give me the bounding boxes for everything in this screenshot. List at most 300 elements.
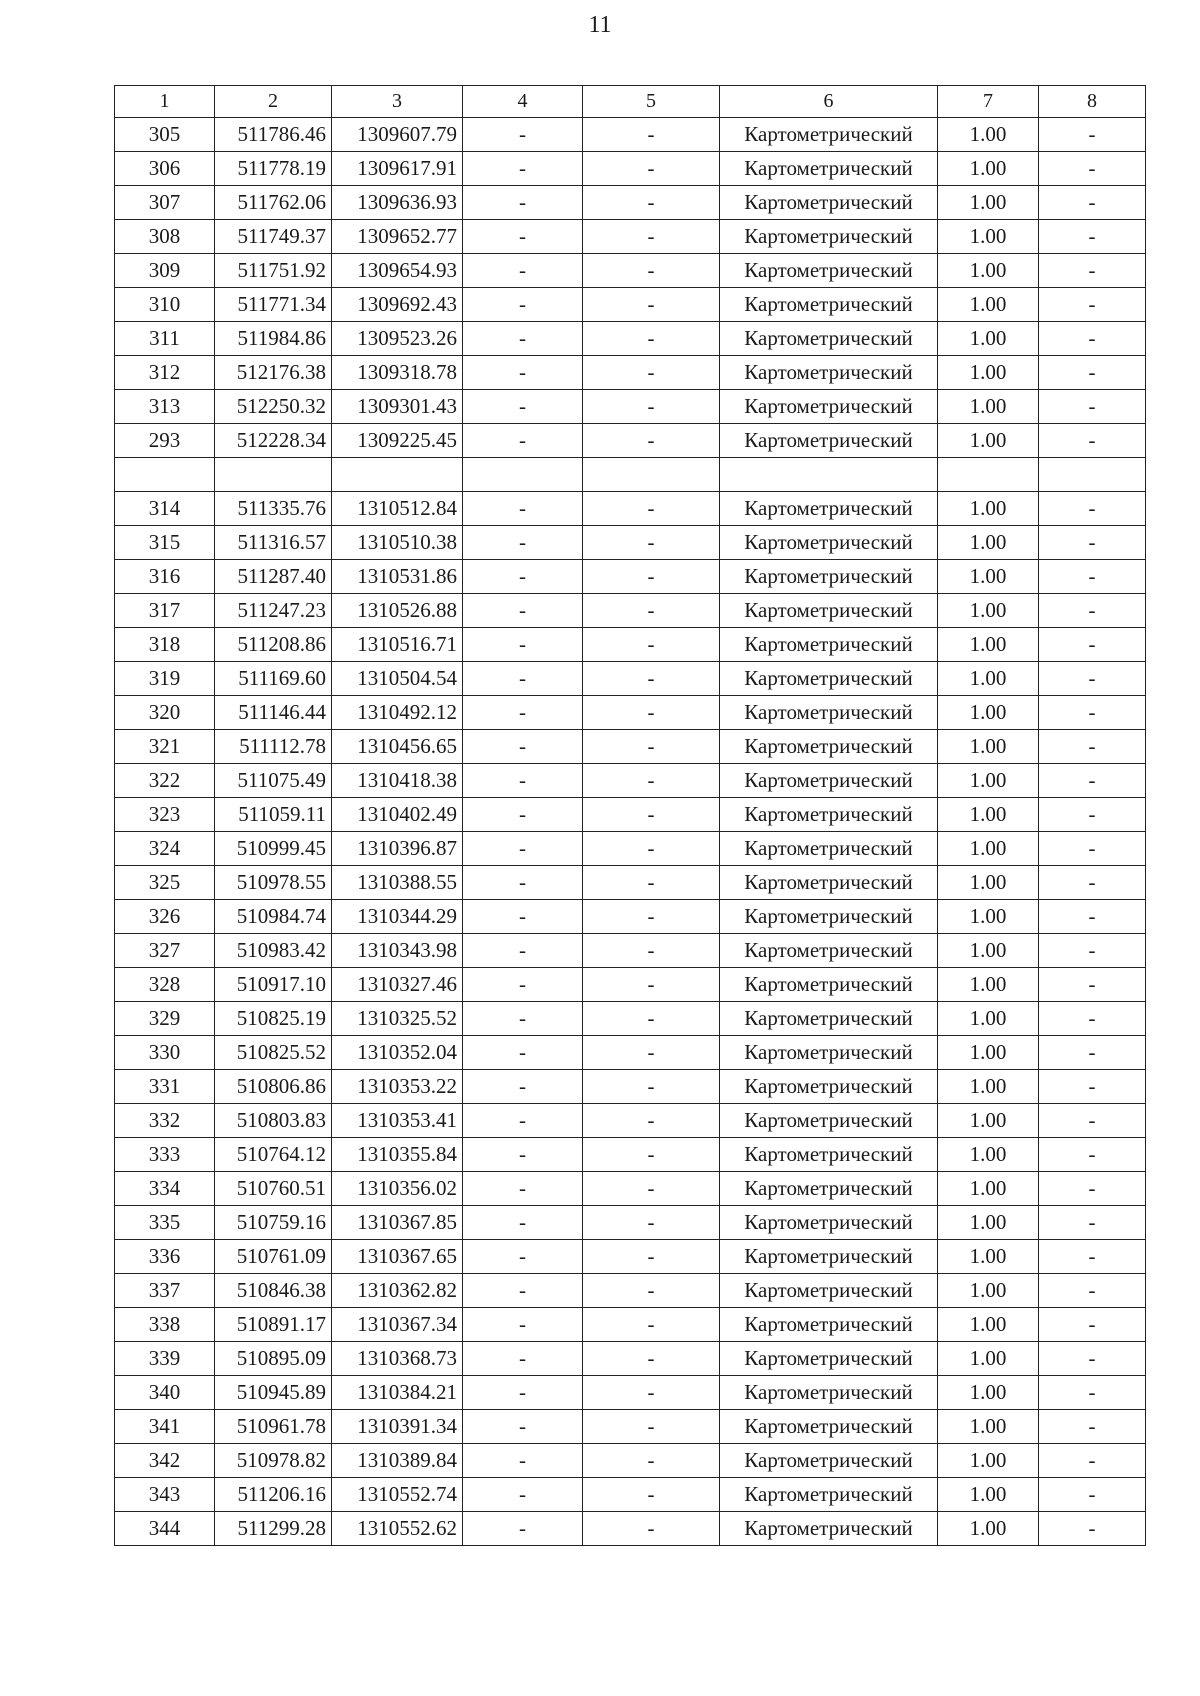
accuracy-cell: 1.00: [938, 322, 1039, 356]
col5-cell: -: [583, 1410, 720, 1444]
accuracy-cell: 1.00: [938, 1070, 1039, 1104]
col8-cell: -: [1039, 356, 1146, 390]
y-coordinate-cell: 1310367.65: [332, 1240, 463, 1274]
col4-cell: -: [463, 594, 583, 628]
col5-cell: -: [583, 118, 720, 152]
table-row: [115, 1036, 1146, 1070]
point-number-cell: 313: [115, 390, 215, 424]
point-number-cell: 320: [115, 696, 215, 730]
col5-cell: -: [583, 1104, 720, 1138]
method-cell: Картометрический: [720, 1070, 938, 1104]
x-coordinate-cell: 511287.40: [215, 560, 332, 594]
y-coordinate-cell: 1310396.87: [332, 832, 463, 866]
table-row: [115, 492, 1146, 526]
accuracy-cell: 1.00: [938, 628, 1039, 662]
x-coordinate-cell: 511335.76: [215, 492, 332, 526]
point-number-cell: 322: [115, 764, 215, 798]
col4-cell: -: [463, 220, 583, 254]
x-coordinate-cell: 510978.82: [215, 1444, 332, 1478]
col5-cell: -: [583, 1342, 720, 1376]
point-number-cell: 323: [115, 798, 215, 832]
x-coordinate-cell: 511146.44: [215, 696, 332, 730]
col5-cell: [583, 458, 720, 492]
col5-cell: -: [583, 1036, 720, 1070]
y-coordinate-cell: 1310325.52: [332, 1002, 463, 1036]
col5-cell: -: [583, 594, 720, 628]
point-number-cell: 330: [115, 1036, 215, 1070]
col4-cell: -: [463, 1002, 583, 1036]
col8-cell: -: [1039, 900, 1146, 934]
point-number-cell: 327: [115, 934, 215, 968]
col5-cell: -: [583, 186, 720, 220]
method-cell: Картометрический: [720, 526, 938, 560]
point-number-cell: 334: [115, 1172, 215, 1206]
col4-cell: -: [463, 322, 583, 356]
y-coordinate-cell: 1310355.84: [332, 1138, 463, 1172]
y-coordinate-cell: 1310343.98: [332, 934, 463, 968]
y-coordinate-cell: 1310456.65: [332, 730, 463, 764]
accuracy-cell: 1.00: [938, 1240, 1039, 1274]
y-coordinate-cell: 1310418.38: [332, 764, 463, 798]
point-number-cell: 328: [115, 968, 215, 1002]
x-coordinate-cell: 510761.09: [215, 1240, 332, 1274]
col5-cell: -: [583, 152, 720, 186]
x-coordinate-cell: 510825.19: [215, 1002, 332, 1036]
col4-cell: -: [463, 662, 583, 696]
y-coordinate-cell: 1310353.41: [332, 1104, 463, 1138]
x-coordinate-cell: 511208.86: [215, 628, 332, 662]
accuracy-cell: 1.00: [938, 1002, 1039, 1036]
point-number-cell: 326: [115, 900, 215, 934]
accuracy-cell: 1.00: [938, 1206, 1039, 1240]
table-row: [115, 1104, 1146, 1138]
col5-cell: -: [583, 492, 720, 526]
col4-cell: -: [463, 1376, 583, 1410]
col4-cell: -: [463, 832, 583, 866]
col8-cell: -: [1039, 662, 1146, 696]
table-row: [115, 526, 1146, 560]
accuracy-cell: 1.00: [938, 1478, 1039, 1512]
accuracy-cell: 1.00: [938, 1274, 1039, 1308]
table-row: [115, 832, 1146, 866]
table-row: [115, 662, 1146, 696]
col5-cell: -: [583, 424, 720, 458]
y-coordinate-cell: 1310552.74: [332, 1478, 463, 1512]
method-cell: Картометрический: [720, 288, 938, 322]
col4-cell: -: [463, 254, 583, 288]
accuracy-cell: 1.00: [938, 968, 1039, 1002]
y-coordinate-cell: 1310356.02: [332, 1172, 463, 1206]
col5-cell: -: [583, 900, 720, 934]
point-number-cell: 321: [115, 730, 215, 764]
col8-cell: -: [1039, 1512, 1146, 1546]
x-coordinate-cell: 510825.52: [215, 1036, 332, 1070]
y-coordinate-cell: 1309225.45: [332, 424, 463, 458]
accuracy-cell: 1.00: [938, 764, 1039, 798]
x-coordinate-cell: 510999.45: [215, 832, 332, 866]
point-number-cell: 332: [115, 1104, 215, 1138]
method-cell: Картометрический: [720, 968, 938, 1002]
x-coordinate-cell: 510984.74: [215, 900, 332, 934]
col4-cell: -: [463, 1036, 583, 1070]
col4-cell: -: [463, 492, 583, 526]
y-coordinate-cell: 1309301.43: [332, 390, 463, 424]
col4-cell: -: [463, 186, 583, 220]
x-coordinate-cell: 512228.34: [215, 424, 332, 458]
col8-cell: -: [1039, 1036, 1146, 1070]
col4-cell: -: [463, 424, 583, 458]
col8-cell: -: [1039, 730, 1146, 764]
col4-cell: -: [463, 1240, 583, 1274]
col4-cell: -: [463, 1478, 583, 1512]
col4-cell: -: [463, 356, 583, 390]
x-coordinate-cell: 510846.38: [215, 1274, 332, 1308]
table-row: [115, 1376, 1146, 1410]
method-cell: Картометрический: [720, 1342, 938, 1376]
x-coordinate-cell: 510961.78: [215, 1410, 332, 1444]
x-coordinate-cell: 511206.16: [215, 1478, 332, 1512]
method-cell: Картометрический: [720, 1410, 938, 1444]
table-row: [115, 458, 1146, 492]
accuracy-cell: 1.00: [938, 662, 1039, 696]
table-row: [115, 424, 1146, 458]
col4-cell: -: [463, 1206, 583, 1240]
accuracy-cell: 1.00: [938, 900, 1039, 934]
col8-cell: -: [1039, 322, 1146, 356]
col8-cell: -: [1039, 764, 1146, 798]
method-cell: Картометрический: [720, 322, 938, 356]
x-coordinate-cell: 511771.34: [215, 288, 332, 322]
accuracy-cell: 1.00: [938, 1308, 1039, 1342]
col4-cell: -: [463, 560, 583, 594]
table-row: [115, 900, 1146, 934]
x-coordinate-cell: 511778.19: [215, 152, 332, 186]
method-cell: Картометрический: [720, 1478, 938, 1512]
accuracy-cell: 1.00: [938, 1342, 1039, 1376]
method-cell: Картометрический: [720, 934, 938, 968]
col5-cell: -: [583, 254, 720, 288]
col8-cell: -: [1039, 696, 1146, 730]
accuracy-cell: 1.00: [938, 1172, 1039, 1206]
col4-cell: -: [463, 1308, 583, 1342]
method-cell: Картометрический: [720, 1206, 938, 1240]
y-coordinate-cell: 1310362.82: [332, 1274, 463, 1308]
method-cell: Картометрический: [720, 628, 938, 662]
method-cell: Картометрический: [720, 1002, 938, 1036]
col8-cell: -: [1039, 628, 1146, 662]
col5-cell: -: [583, 560, 720, 594]
point-number-cell: 343: [115, 1478, 215, 1512]
col5-cell: -: [583, 322, 720, 356]
table-row: [115, 1206, 1146, 1240]
method-cell: Картометрический: [720, 594, 938, 628]
point-number-cell: 344: [115, 1512, 215, 1546]
x-coordinate-cell: [215, 458, 332, 492]
point-number-cell: 319: [115, 662, 215, 696]
col4-cell: -: [463, 900, 583, 934]
y-coordinate-cell: [332, 458, 463, 492]
point-number-cell: 306: [115, 152, 215, 186]
y-coordinate-cell: 1310504.54: [332, 662, 463, 696]
point-number-cell: 324: [115, 832, 215, 866]
col8-cell: -: [1039, 1172, 1146, 1206]
col5-cell: -: [583, 390, 720, 424]
col4-cell: -: [463, 866, 583, 900]
y-coordinate-cell: 1310344.29: [332, 900, 463, 934]
col4-cell: -: [463, 1274, 583, 1308]
col4-cell: -: [463, 1410, 583, 1444]
y-coordinate-cell: 1310531.86: [332, 560, 463, 594]
x-coordinate-cell: 510895.09: [215, 1342, 332, 1376]
accuracy-cell: 1.00: [938, 220, 1039, 254]
accuracy-cell: 1.00: [938, 152, 1039, 186]
accuracy-cell: 1.00: [938, 934, 1039, 968]
col8-cell: -: [1039, 1478, 1146, 1512]
col8-cell: -: [1039, 1104, 1146, 1138]
method-cell: Картометрический: [720, 798, 938, 832]
accuracy-cell: 1.00: [938, 186, 1039, 220]
col5-cell: -: [583, 934, 720, 968]
table-row: [115, 1002, 1146, 1036]
method-cell: Картометрический: [720, 1376, 938, 1410]
col5-cell: -: [583, 832, 720, 866]
y-coordinate-cell: 1310384.21: [332, 1376, 463, 1410]
x-coordinate-cell: 512176.38: [215, 356, 332, 390]
point-number-cell: 329: [115, 1002, 215, 1036]
accuracy-cell: 1.00: [938, 288, 1039, 322]
col5-cell: -: [583, 1274, 720, 1308]
accuracy-cell: 1.00: [938, 1444, 1039, 1478]
table-row: [115, 356, 1146, 390]
point-number-cell: 318: [115, 628, 215, 662]
method-cell: Картометрический: [720, 1138, 938, 1172]
point-number-cell: 342: [115, 1444, 215, 1478]
point-number-cell: 338: [115, 1308, 215, 1342]
accuracy-cell: 1.00: [938, 424, 1039, 458]
col4-cell: -: [463, 934, 583, 968]
x-coordinate-cell: 512250.32: [215, 390, 332, 424]
col5-cell: -: [583, 764, 720, 798]
point-number-cell: 317: [115, 594, 215, 628]
y-coordinate-cell: 1310510.38: [332, 526, 463, 560]
column-header: 3: [332, 86, 463, 118]
x-coordinate-cell: 510764.12: [215, 1138, 332, 1172]
col4-cell: -: [463, 1172, 583, 1206]
accuracy-cell: 1.00: [938, 492, 1039, 526]
y-coordinate-cell: 1310367.85: [332, 1206, 463, 1240]
y-coordinate-cell: 1309692.43: [332, 288, 463, 322]
table-row: [115, 968, 1146, 1002]
col8-cell: -: [1039, 1342, 1146, 1376]
col5-cell: -: [583, 1138, 720, 1172]
col4-cell: -: [463, 1444, 583, 1478]
method-cell: Картометрический: [720, 866, 938, 900]
table-row: [115, 1274, 1146, 1308]
method-cell: Картометрический: [720, 832, 938, 866]
col8-cell: -: [1039, 254, 1146, 288]
method-cell: Картометрический: [720, 1512, 938, 1546]
accuracy-cell: 1.00: [938, 1376, 1039, 1410]
col8-cell: -: [1039, 220, 1146, 254]
col4-cell: -: [463, 696, 583, 730]
col8-cell: -: [1039, 594, 1146, 628]
col5-cell: -: [583, 1240, 720, 1274]
y-coordinate-cell: 1310353.22: [332, 1070, 463, 1104]
method-cell: Картометрический: [720, 220, 938, 254]
x-coordinate-cell: 511762.06: [215, 186, 332, 220]
page-number: 11: [588, 12, 612, 38]
y-coordinate-cell: 1309523.26: [332, 322, 463, 356]
point-number-cell: 336: [115, 1240, 215, 1274]
col8-cell: -: [1039, 186, 1146, 220]
point-number-cell: 308: [115, 220, 215, 254]
col5-cell: -: [583, 220, 720, 254]
x-coordinate-cell: 510803.83: [215, 1104, 332, 1138]
col5-cell: -: [583, 1002, 720, 1036]
table-row: [115, 560, 1146, 594]
col8-cell: -: [1039, 1138, 1146, 1172]
col5-cell: -: [583, 696, 720, 730]
col4-cell: -: [463, 764, 583, 798]
accuracy-cell: 1.00: [938, 118, 1039, 152]
method-cell: Картометрический: [720, 1172, 938, 1206]
col8-cell: -: [1039, 1002, 1146, 1036]
x-coordinate-cell: 510983.42: [215, 934, 332, 968]
col5-cell: -: [583, 1512, 720, 1546]
accuracy-cell: 1.00: [938, 526, 1039, 560]
x-coordinate-cell: 511169.60: [215, 662, 332, 696]
table-row: [115, 696, 1146, 730]
x-coordinate-cell: 510978.55: [215, 866, 332, 900]
method-cell: Картометрический: [720, 1274, 938, 1308]
method-cell: Картометрический: [720, 424, 938, 458]
accuracy-cell: 1.00: [938, 1138, 1039, 1172]
column-header: 1: [115, 86, 215, 118]
accuracy-cell: 1.00: [938, 1410, 1039, 1444]
point-number-cell: [115, 458, 215, 492]
point-number-cell: 293: [115, 424, 215, 458]
method-cell: Картометрический: [720, 118, 938, 152]
col8-cell: -: [1039, 526, 1146, 560]
method-cell: Картометрический: [720, 560, 938, 594]
table-row: [115, 1512, 1146, 1546]
point-number-cell: 341: [115, 1410, 215, 1444]
accuracy-cell: 1.00: [938, 1104, 1039, 1138]
col4-cell: -: [463, 1070, 583, 1104]
table-row: [115, 118, 1146, 152]
col8-cell: -: [1039, 560, 1146, 594]
accuracy-cell: 1.00: [938, 696, 1039, 730]
table-row: [115, 390, 1146, 424]
column-header: 6: [720, 86, 938, 118]
table-row: [115, 866, 1146, 900]
y-coordinate-cell: 1310512.84: [332, 492, 463, 526]
accuracy-cell: 1.00: [938, 594, 1039, 628]
col5-cell: -: [583, 968, 720, 1002]
x-coordinate-cell: 511786.46: [215, 118, 332, 152]
x-coordinate-cell: 511751.92: [215, 254, 332, 288]
table-row: [115, 288, 1146, 322]
table-row: [115, 1138, 1146, 1172]
table-row: [115, 1478, 1146, 1512]
point-number-cell: 314: [115, 492, 215, 526]
col8-cell: -: [1039, 1444, 1146, 1478]
column-header: 7: [938, 86, 1039, 118]
col5-cell: -: [583, 1444, 720, 1478]
col5-cell: -: [583, 1070, 720, 1104]
y-coordinate-cell: 1309654.93: [332, 254, 463, 288]
table-row: [115, 1444, 1146, 1478]
accuracy-cell: 1.00: [938, 356, 1039, 390]
method-cell: Картометрический: [720, 764, 938, 798]
col8-cell: -: [1039, 1070, 1146, 1104]
point-number-cell: 339: [115, 1342, 215, 1376]
col8-cell: [1039, 458, 1146, 492]
point-number-cell: 305: [115, 118, 215, 152]
col5-cell: -: [583, 866, 720, 900]
col4-cell: -: [463, 288, 583, 322]
col4-cell: -: [463, 730, 583, 764]
col4-cell: -: [463, 628, 583, 662]
x-coordinate-cell: 510917.10: [215, 968, 332, 1002]
col5-cell: -: [583, 1376, 720, 1410]
method-cell: Картометрический: [720, 1036, 938, 1070]
method-cell: Картометрический: [720, 356, 938, 390]
point-number-cell: 333: [115, 1138, 215, 1172]
method-cell: Картометрический: [720, 730, 938, 764]
y-coordinate-cell: 1309636.93: [332, 186, 463, 220]
col8-cell: -: [1039, 1240, 1146, 1274]
y-coordinate-cell: 1309617.91: [332, 152, 463, 186]
col8-cell: -: [1039, 832, 1146, 866]
col8-cell: -: [1039, 968, 1146, 1002]
y-coordinate-cell: 1310388.55: [332, 866, 463, 900]
col4-cell: -: [463, 390, 583, 424]
col4-cell: -: [463, 1138, 583, 1172]
method-cell: Картометрический: [720, 254, 938, 288]
point-number-cell: 340: [115, 1376, 215, 1410]
point-number-cell: 309: [115, 254, 215, 288]
table-row: [115, 730, 1146, 764]
col8-cell: -: [1039, 424, 1146, 458]
point-number-cell: 337: [115, 1274, 215, 1308]
col4-cell: -: [463, 152, 583, 186]
col4-cell: [463, 458, 583, 492]
col8-cell: -: [1039, 1410, 1146, 1444]
accuracy-cell: 1.00: [938, 832, 1039, 866]
col5-cell: -: [583, 1308, 720, 1342]
col5-cell: -: [583, 798, 720, 832]
point-number-cell: 311: [115, 322, 215, 356]
col8-cell: -: [1039, 798, 1146, 832]
table-row: [115, 254, 1146, 288]
point-number-cell: 312: [115, 356, 215, 390]
x-coordinate-cell: 510891.17: [215, 1308, 332, 1342]
x-coordinate-cell: 511247.23: [215, 594, 332, 628]
y-coordinate-cell: 1310516.71: [332, 628, 463, 662]
point-number-cell: 325: [115, 866, 215, 900]
table-row: [115, 764, 1146, 798]
col4-cell: -: [463, 118, 583, 152]
col5-cell: -: [583, 356, 720, 390]
table-row: [115, 186, 1146, 220]
x-coordinate-cell: 511299.28: [215, 1512, 332, 1546]
col5-cell: -: [583, 288, 720, 322]
y-coordinate-cell: 1310389.84: [332, 1444, 463, 1478]
y-coordinate-cell: 1310552.62: [332, 1512, 463, 1546]
col5-cell: -: [583, 1206, 720, 1240]
method-cell: Картометрический: [720, 1240, 938, 1274]
